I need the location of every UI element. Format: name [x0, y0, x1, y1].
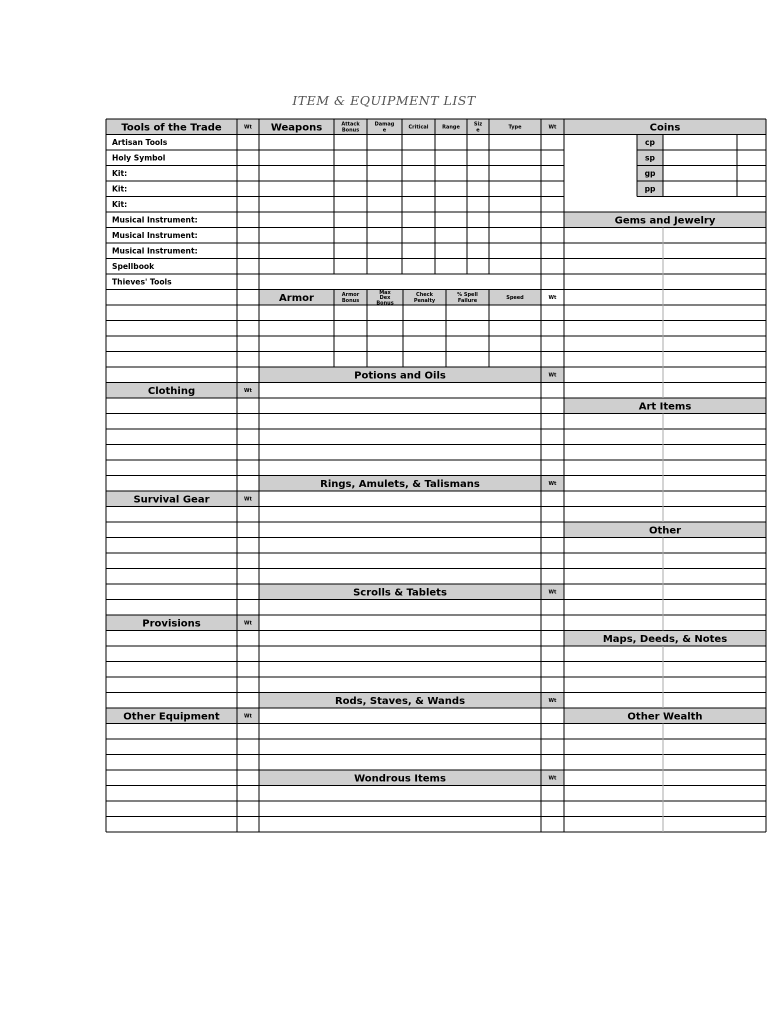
coin-pp: pp [644, 184, 656, 194]
section-rods-staves-wands: Rods, Staves, & Wands [334, 695, 466, 707]
armor-col-checkpenalty: Check [416, 291, 433, 298]
tools-item-artisan-tools: Artisan Tools [112, 138, 168, 148]
section-art-items: Art Items [638, 401, 692, 413]
tools-item-kit: Kit: [112, 200, 128, 210]
wt-label: Wt [244, 124, 252, 131]
tools-item-holy-symbol: Holy Symbol [112, 153, 166, 163]
weapons-col-critical: Critical [408, 124, 429, 131]
section-survival-gear: Survival Gear [133, 494, 210, 506]
wt-label: Wt [244, 620, 252, 627]
armor-col-armorbonus: Bonus [341, 298, 360, 305]
armor-col-spellfailure: % Spell [457, 291, 478, 298]
section-wondrous-items: Wondrous Items [354, 773, 446, 785]
armor-col-checkpenalty: Penalty [413, 298, 436, 305]
section-gems-and-jewelry: Gems and Jewelry [614, 215, 716, 227]
page-title: ITEM & EQUIPMENT LIST [292, 93, 476, 108]
tools-item-kit: Kit: [112, 184, 128, 194]
section-potions-and-oils: Potions and Oils [354, 370, 446, 382]
wt-label: Wt [548, 481, 557, 488]
section-provisions: Provisions [142, 618, 201, 630]
tools-item-musical-instrument: Musical Instrument: [112, 231, 198, 241]
armor-col-spellfailure: Failure [457, 298, 478, 305]
armor-col-speed: Speed [506, 295, 524, 302]
section-clothing: Clothing [147, 385, 196, 397]
weapons-col-size: Siz [473, 121, 483, 128]
wt-label: Wt [548, 775, 557, 782]
section-other-wealth: Other Wealth [627, 711, 703, 723]
tools-item-thieves-tools: Thieves' Tools [112, 277, 172, 287]
coin-sp: sp [645, 153, 655, 163]
weapons-col-damage: Damag [374, 121, 395, 128]
tools-heading: Tools of the Trade [121, 122, 222, 134]
coins-heading: Coins [649, 122, 681, 134]
wt-label: Wt [244, 713, 252, 720]
wt-label: Wt [244, 388, 252, 395]
tools-item-musical-instrument: Musical Instrument: [112, 246, 198, 256]
armor-col-maxdexbonus: Max [379, 289, 391, 296]
wt-label: Wt [548, 698, 557, 705]
section-other-equipment: Other Equipment [123, 711, 220, 723]
armor-heading: Armor [279, 292, 314, 304]
wt-label: Wt [548, 124, 557, 131]
section-scrolls-tablets: Scrolls & Tablets [353, 587, 447, 599]
armor-col-armorbonus: Armor [341, 291, 360, 298]
weapons-col-range: Range [442, 124, 460, 131]
section-other: Other [648, 525, 682, 537]
wt-label: Wt [548, 372, 557, 379]
wt-label: Wt [548, 295, 557, 302]
tools-item-musical-instrument: Musical Instrument: [112, 215, 198, 225]
wt-label: Wt [244, 496, 252, 503]
weapons-col-attackbonus: Bonus [341, 127, 360, 134]
weapons-heading: Weapons [270, 122, 323, 134]
coin-cp: cp [645, 138, 655, 148]
weapons-col-damage: e [382, 127, 387, 134]
weapons-col-type: Type [508, 124, 522, 131]
armor-col-maxdexbonus: Bonus [376, 300, 394, 307]
armor-col-maxdexbonus: Dex [379, 295, 391, 302]
wt-label: Wt [548, 589, 557, 596]
weapons-col-attackbonus: Attack [341, 121, 360, 128]
tools-item-kit: Kit: [112, 169, 128, 179]
section-rings-amulets-talismans: Rings, Amulets, & Talismans [320, 478, 480, 490]
tools-item-spellbook: Spellbook [112, 262, 155, 272]
coin-gp: gp [644, 169, 656, 179]
section-maps-deeds-notes: Maps, Deeds, & Notes [602, 633, 728, 645]
weapons-col-size: e [476, 127, 480, 134]
